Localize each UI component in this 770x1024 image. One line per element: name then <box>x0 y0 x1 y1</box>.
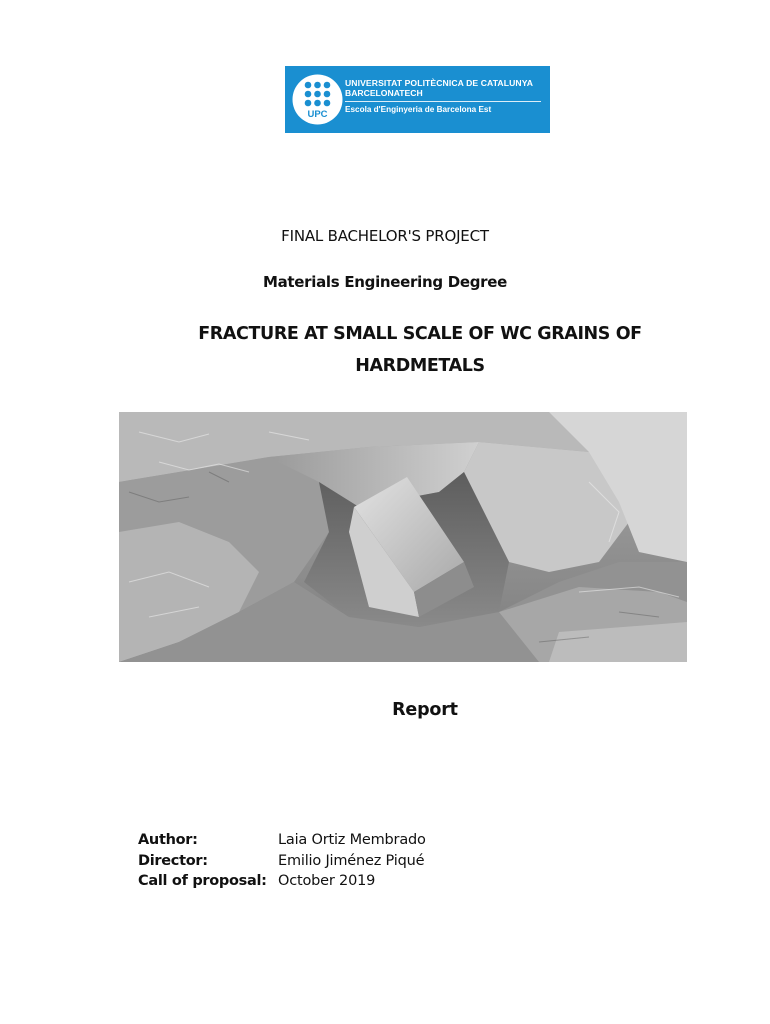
micrograph-drawing <box>119 412 687 662</box>
director-row <box>138 851 426 872</box>
logo-divider <box>345 101 541 102</box>
call-of-proposal-value: October 2019 <box>278 873 376 889</box>
project-info <box>138 830 426 892</box>
project-type: FINAL BACHELOR'S PROJECT <box>281 227 489 245</box>
thesis-title: FRACTURE AT SMALL SCALE OF WC GRAINS OF HARDMETALS <box>198 324 642 376</box>
author-value: Laia Ortiz Membrado <box>278 832 426 848</box>
upc-seal-icon <box>292 74 343 125</box>
author-row <box>138 830 426 851</box>
seal-text: UPC <box>307 109 328 120</box>
logo-subtitle: BARCELONATECH <box>345 88 423 98</box>
director-value: Emilio Jiménez Piqué <box>278 852 425 869</box>
logo-text <box>345 78 545 115</box>
author-label: Author: <box>138 832 198 848</box>
report-label: Report <box>392 700 458 720</box>
call-of-proposal-label: Call of proposal: <box>138 873 267 889</box>
logo-university-name: UNIVERSITAT POLITÈCNICA DE CATALUNYA <box>345 78 534 88</box>
director-label: Director: <box>138 852 208 869</box>
logo-school-name: Escola d'Enginyeria de Barcelona Est <box>345 105 492 114</box>
university-logo <box>285 66 550 133</box>
call-of-proposal-row <box>138 871 426 892</box>
degree-name: Materials Engineering Degree <box>262 273 508 291</box>
sem-micrograph-image <box>119 412 687 662</box>
